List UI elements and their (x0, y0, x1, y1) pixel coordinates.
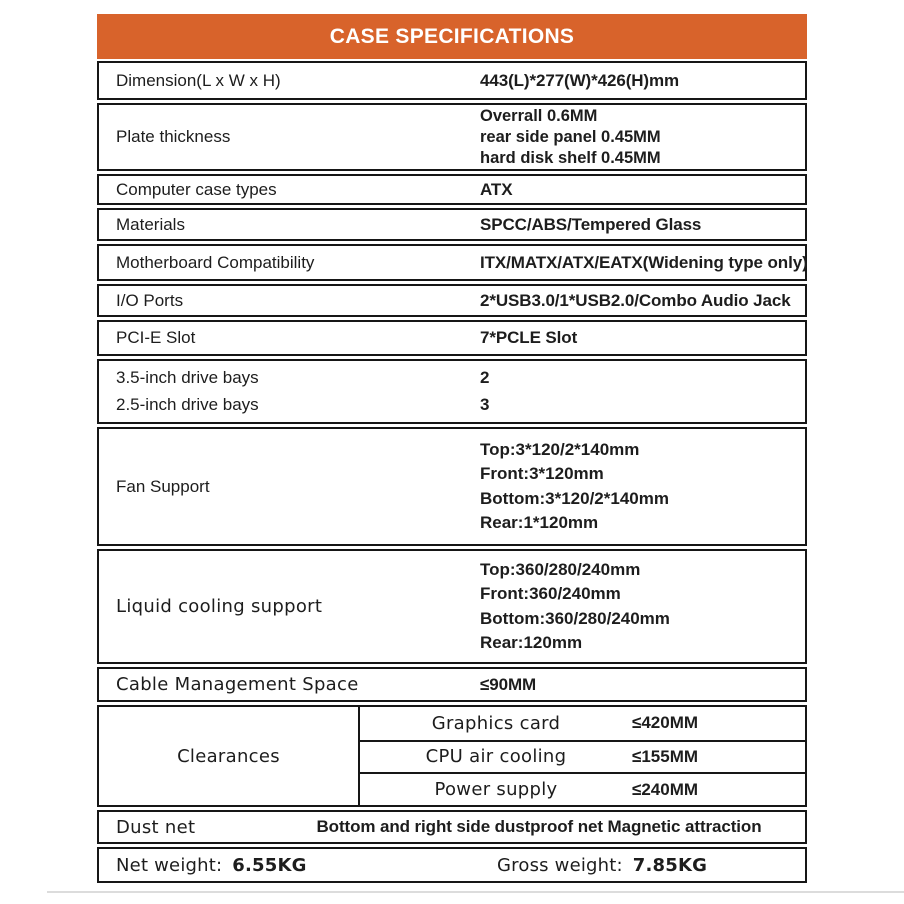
net-weight (99, 855, 497, 876)
io-ports-value: 2*USB3.0/1*USB2.0/Combo Audio Jack (480, 290, 791, 310)
page-title: CASE SPECIFICATIONS (329, 24, 575, 48)
row-case-types (97, 174, 807, 205)
motherboard-value: ITX/MATX/ATX/EATX(Widening type only) (480, 252, 808, 272)
liquid-cooling-line: Top:360/280/240mm (480, 559, 641, 579)
table-header (97, 14, 807, 59)
bottom-divider (47, 891, 904, 893)
clearance-cpu-label: CPU air cooling (425, 746, 567, 768)
dust-net-value: Bottom and right side dustproof net Magnetic attraction (316, 817, 762, 836)
row-liquid-cooling (97, 549, 807, 664)
spec-table (97, 14, 807, 886)
row-motherboard (97, 244, 807, 281)
liquid-cooling-line: Bottom:360/280/240mm (480, 608, 670, 628)
motherboard-label: Motherboard Compatibility (116, 252, 315, 272)
cable-management-label: Cable Management Space (116, 674, 359, 695)
row-drive-bays (97, 359, 807, 424)
row-clearances (97, 705, 807, 807)
dimension-label: Dimension(L x W x H) (116, 70, 281, 90)
materials-label: Materials (116, 214, 185, 234)
plate-thickness-value (480, 106, 661, 169)
clearance-cpu-value: ≤155MM (632, 746, 699, 766)
clearance-gpu-label: Graphics card (431, 712, 561, 734)
drive-bay-25-value: 3 (480, 395, 490, 414)
clearance-psu-label: Power supply (434, 779, 558, 801)
dust-net-label: Dust net (116, 816, 196, 838)
row-materials (97, 208, 807, 241)
liquid-cooling-value (480, 558, 670, 656)
drive-bay-35-value: 2 (480, 368, 490, 387)
fan-support-line: Front:3*120mm (480, 464, 604, 483)
clearance-gpu-value: ≤420MM (632, 713, 699, 733)
liquid-cooling-line: Rear:120mm (480, 633, 583, 652)
gross-weight (497, 855, 805, 876)
row-plate-thickness (97, 103, 807, 171)
case-types-value: ATX (480, 179, 513, 199)
materials-value: SPCC/ABS/Tempered Glass (480, 214, 702, 234)
row-cable-management (97, 667, 807, 702)
dimension-value: 443(L)*277(W)*426(H)mm (480, 70, 680, 90)
pcie-slot-label: PCI-E Slot (116, 328, 196, 347)
liquid-cooling-line: Front:360/240mm (480, 584, 621, 603)
fan-support-line: Rear:1*120mm (480, 513, 599, 532)
row-dimension (97, 61, 807, 100)
clearances-label: Clearances (177, 745, 280, 767)
fan-support-line: Top:3*120/2*140mm (480, 439, 640, 459)
row-io-ports (97, 284, 807, 317)
drive-bay-25-label: 2.5-inch drive bays (116, 395, 259, 414)
drive-bay-row (99, 395, 805, 415)
pcie-slot-value: 7*PCLE Slot (480, 328, 578, 347)
row-pcie-slot (97, 320, 807, 356)
row-dust-net (97, 810, 807, 844)
clearance-row (360, 707, 805, 740)
clearance-row (360, 740, 805, 773)
plate-thickness-label: Plate thickness (116, 127, 231, 146)
plate-thickness-line: hard disk shelf 0.45MM (480, 148, 661, 167)
net-weight-label: Net weight: (116, 854, 223, 876)
io-ports-label: I/O Ports (116, 290, 184, 310)
fan-support-label: Fan Support (116, 476, 210, 496)
fan-support-value (480, 438, 669, 536)
fan-support-line: Bottom:3*120/2*140mm (480, 488, 669, 508)
liquid-cooling-label: Liquid cooling support (116, 596, 323, 617)
gross-weight-label: Gross weight: (497, 854, 623, 876)
net-weight-value: 6.55KG (232, 854, 307, 876)
clearance-row (360, 772, 805, 805)
drive-bay-35-label: 3.5-inch drive bays (116, 368, 259, 387)
cable-management-value: ≤90MM (480, 674, 537, 694)
clearance-psu-value: ≤240MM (632, 779, 699, 799)
case-types-label: Computer case types (116, 179, 277, 199)
row-weights (97, 847, 807, 883)
drive-bay-row (99, 368, 805, 388)
row-fan-support (97, 427, 807, 546)
gross-weight-value: 7.85KG (632, 854, 708, 876)
plate-thickness-line: rear side panel 0.45MM (480, 127, 661, 146)
plate-thickness-line: Overrall 0.6MM (480, 106, 598, 125)
